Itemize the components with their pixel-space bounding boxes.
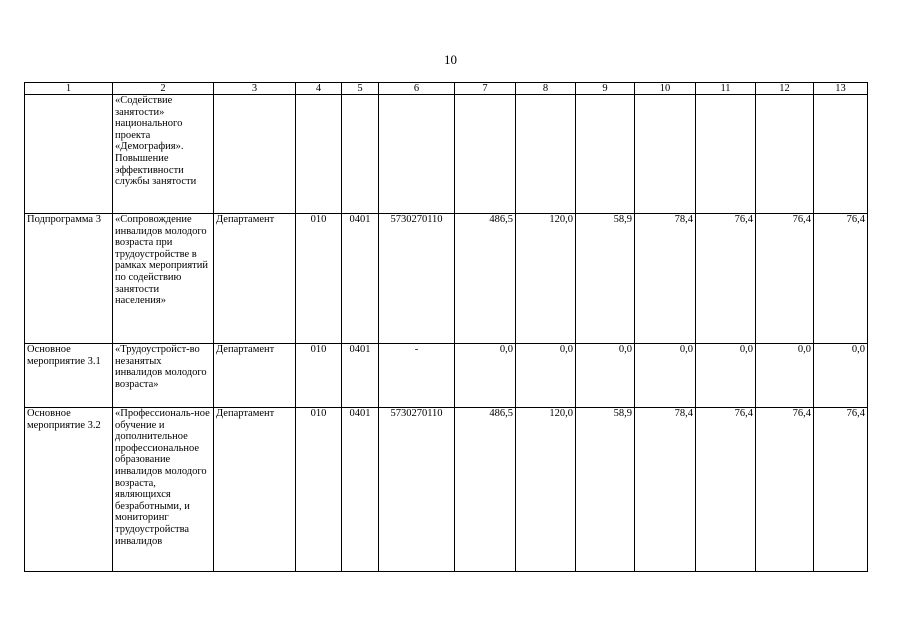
code-cell: -	[379, 344, 455, 408]
value-cell	[635, 95, 696, 214]
budget-table	[24, 82, 868, 572]
row-title-cell: «Трудоустройст-во незанятых инвалидов молодого возраста»	[113, 344, 214, 408]
value-cell: 120,0	[516, 408, 576, 572]
value-cell: 0,0	[635, 344, 696, 408]
table-header-row	[25, 83, 868, 95]
value-cell: 0,0	[814, 344, 868, 408]
row-title-cell: «Содействие занятости» национального проекта «Демография». Повышение эффективности службы занятости	[113, 95, 214, 214]
value-cell: 76,4	[814, 408, 868, 572]
column-header: 7	[455, 83, 516, 95]
code-cell: 5730270110	[379, 214, 455, 344]
column-header: 13	[814, 83, 868, 95]
value-cell	[455, 95, 516, 214]
row-category-cell: Основное мероприятие 3.1	[25, 344, 113, 408]
column-header: 12	[756, 83, 814, 95]
column-header: 5	[342, 83, 379, 95]
table-row	[25, 344, 868, 408]
table-row	[25, 408, 868, 572]
executor-cell: Департамент	[214, 214, 296, 344]
code-cell: 010	[296, 344, 342, 408]
column-header: 9	[576, 83, 635, 95]
row-category-cell	[25, 95, 113, 214]
value-cell: 58,9	[576, 214, 635, 344]
value-cell: 0,0	[576, 344, 635, 408]
value-cell: 120,0	[516, 214, 576, 344]
column-header: 10	[635, 83, 696, 95]
value-cell: 0,0	[756, 344, 814, 408]
value-cell	[814, 95, 868, 214]
table-row	[25, 214, 868, 344]
value-cell	[696, 95, 756, 214]
page-number: 10	[444, 52, 457, 67]
value-cell: 76,4	[756, 408, 814, 572]
column-header: 2	[113, 83, 214, 95]
value-cell: 0,0	[455, 344, 516, 408]
value-cell: 76,4	[756, 214, 814, 344]
row-category-cell: Основное мероприятие 3.2	[25, 408, 113, 572]
value-cell	[756, 95, 814, 214]
column-header: 1	[25, 83, 113, 95]
code-cell: 5730270110	[379, 408, 455, 572]
value-cell: 0,0	[516, 344, 576, 408]
code-cell: 0401	[342, 344, 379, 408]
code-cell: 010	[296, 408, 342, 572]
column-header: 6	[379, 83, 455, 95]
value-cell: 78,4	[635, 408, 696, 572]
code-cell: 010	[296, 214, 342, 344]
table-row	[25, 95, 868, 214]
code-cell	[342, 95, 379, 214]
value-cell: 58,9	[576, 408, 635, 572]
value-cell	[516, 95, 576, 214]
value-cell: 76,4	[696, 408, 756, 572]
value-cell	[576, 95, 635, 214]
value-cell: 486,5	[455, 214, 516, 344]
column-header: 3	[214, 83, 296, 95]
code-cell: 0401	[342, 408, 379, 572]
value-cell: 76,4	[696, 214, 756, 344]
code-cell	[296, 95, 342, 214]
executor-cell: Департамент	[214, 408, 296, 572]
column-header: 8	[516, 83, 576, 95]
code-cell: 0401	[342, 214, 379, 344]
value-cell: 76,4	[814, 214, 868, 344]
code-cell	[379, 95, 455, 214]
executor-cell	[214, 95, 296, 214]
row-title-cell: «Профессиональ-ное обучение и дополнительное профессиональное образование инвалидов молодого возраста, являющихся безработными, и мониторинг трудоустройства инвалидов	[113, 408, 214, 572]
value-cell: 0,0	[696, 344, 756, 408]
column-header: 4	[296, 83, 342, 95]
value-cell: 486,5	[455, 408, 516, 572]
column-header: 11	[696, 83, 756, 95]
value-cell: 78,4	[635, 214, 696, 344]
row-category-cell: Подпрограмма 3	[25, 214, 113, 344]
row-title-cell: «Сопровождение инвалидов молодого возраста при трудоустройстве в рамках мероприятий по содействию занятости населения»	[113, 214, 214, 344]
executor-cell: Департамент	[214, 344, 296, 408]
